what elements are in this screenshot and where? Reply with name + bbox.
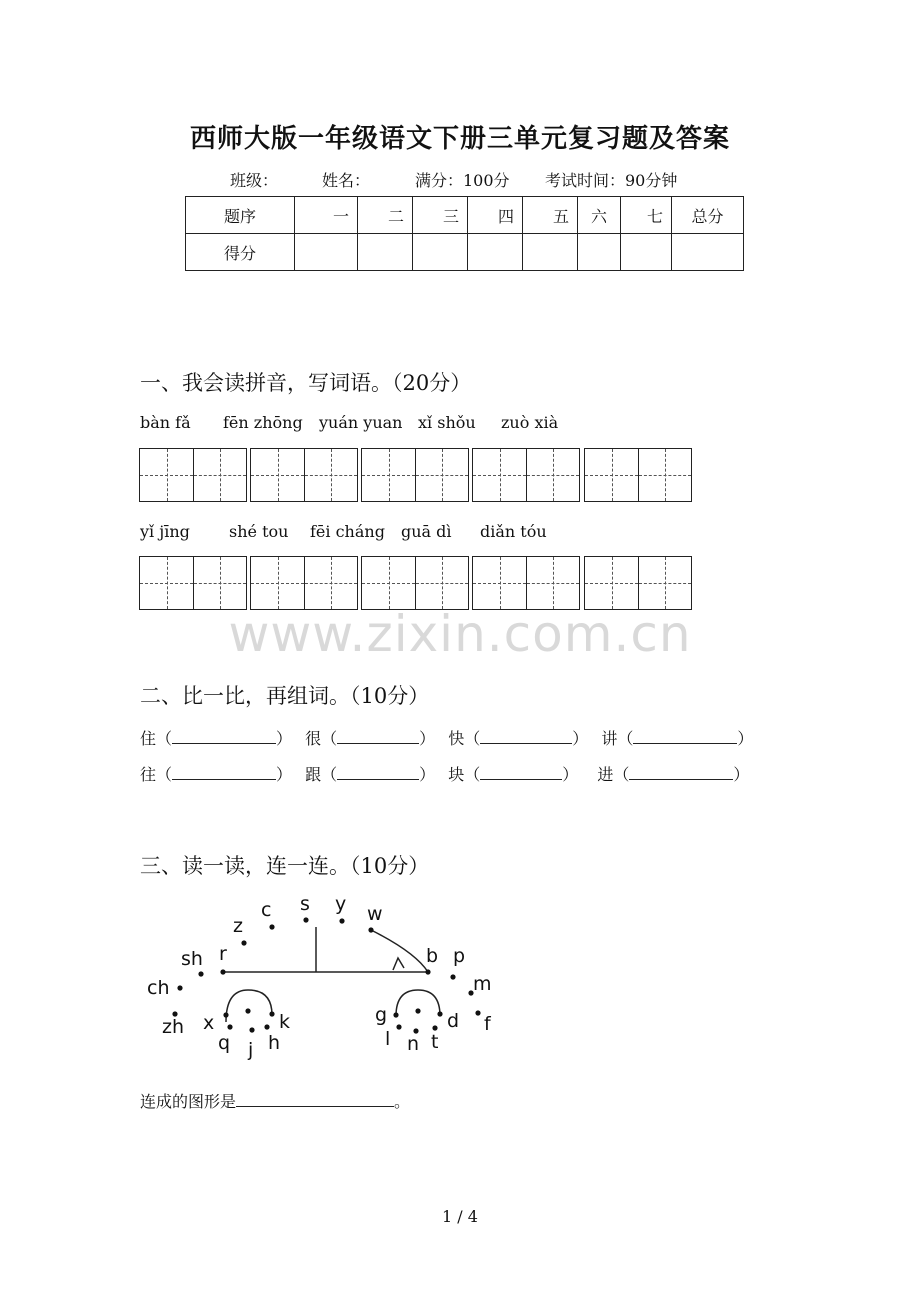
writing-grid[interactable] xyxy=(584,448,692,502)
answer-line xyxy=(140,1089,410,1112)
page-title: 西师大版一年级语文下册三单元复习题及答案 xyxy=(189,124,730,154)
pinyin: yuán yuan xyxy=(319,413,403,432)
paren: ） xyxy=(733,765,750,784)
letter-label: b xyxy=(426,945,439,967)
answer-blank[interactable] xyxy=(236,1092,394,1107)
char-prompt: 跟（ xyxy=(305,765,338,784)
answer-blank[interactable] xyxy=(633,729,737,744)
wheel-left xyxy=(226,990,272,1022)
letter-label: ch xyxy=(147,977,170,999)
pinyin: yǐ jīng xyxy=(140,522,190,541)
header-cell: 一 xyxy=(295,197,358,234)
char-prompt: 快（ xyxy=(448,729,481,748)
letter-label: j xyxy=(248,1039,254,1061)
class-field: 班级： xyxy=(230,171,279,190)
score-cell[interactable] xyxy=(672,234,744,271)
letter-label: zh xyxy=(162,1016,185,1038)
score-cell[interactable] xyxy=(621,234,672,271)
header-cell: 七 xyxy=(621,197,672,234)
paren: ） xyxy=(419,765,436,784)
writing-grid[interactable] xyxy=(250,556,358,610)
compare-row xyxy=(140,726,753,749)
letter-label: d xyxy=(447,1010,460,1032)
score-cell[interactable] xyxy=(358,234,413,271)
section3-heading: 三、读一读，连一连。（10分） xyxy=(140,854,430,878)
score-table-header xyxy=(186,197,744,234)
wiper-mark xyxy=(393,958,404,970)
score-cell[interactable] xyxy=(413,234,468,271)
score-cell[interactable] xyxy=(295,234,358,271)
section1-heading: 一、我会读拼音，写词语。（20分） xyxy=(140,371,472,395)
answer-prefix: 连成的图形是 xyxy=(140,1092,237,1111)
name-field: 姓名： xyxy=(322,171,371,190)
section2-heading: 二、比一比，再组词。（10分） xyxy=(140,684,430,708)
paren: ） xyxy=(276,729,293,748)
header-cell: 题序 xyxy=(186,197,295,234)
char-prompt: 往（ xyxy=(140,765,173,784)
letter-label: n xyxy=(407,1033,420,1055)
pinyin: fēn zhōng xyxy=(223,413,303,432)
writing-grid[interactable] xyxy=(139,556,247,610)
letter-label: x xyxy=(203,1012,215,1034)
pinyin: zuò xià xyxy=(501,413,559,432)
full-score: 满分：100分 xyxy=(415,171,510,190)
paren: ） xyxy=(737,729,754,748)
letter-label: sh xyxy=(181,948,203,970)
char-prompt: 进（ xyxy=(597,765,630,784)
score-cell[interactable] xyxy=(468,234,523,271)
letter-label: r xyxy=(219,943,227,965)
letter-label: y xyxy=(335,893,347,915)
letter-label: g xyxy=(375,1004,388,1026)
letter-label: z xyxy=(233,915,243,937)
writing-grid[interactable] xyxy=(361,556,469,610)
answer-suffix: 。 xyxy=(394,1092,411,1111)
letter-label: c xyxy=(261,899,272,921)
page-number: 1 / 4 xyxy=(442,1207,478,1226)
letter-label: t xyxy=(431,1031,439,1053)
pinyin: diǎn tóu xyxy=(480,522,547,541)
compare-row xyxy=(140,762,749,785)
letter-label: f xyxy=(484,1013,491,1035)
row-label: 得分 xyxy=(186,234,295,271)
header-cell: 二 xyxy=(358,197,413,234)
pinyin: guā dì xyxy=(401,522,452,541)
writing-grid[interactable] xyxy=(584,556,692,610)
writing-grid[interactable] xyxy=(361,448,469,502)
header-cell: 四 xyxy=(468,197,523,234)
watermark: www.zixin.com.cn xyxy=(228,605,692,663)
header-cell: 五 xyxy=(523,197,578,234)
letter-label: p xyxy=(453,945,466,967)
pinyin: shé tou xyxy=(229,522,289,541)
pinyin: xǐ shǒu xyxy=(418,413,476,432)
paren: ） xyxy=(572,729,589,748)
header-cell: 三 xyxy=(413,197,468,234)
letter-label: s xyxy=(300,893,310,915)
answer-blank[interactable] xyxy=(629,765,733,780)
score-cell[interactable] xyxy=(523,234,578,271)
paren: ） xyxy=(562,765,579,784)
char-prompt: 讲（ xyxy=(601,729,634,748)
header-cell: 总分 xyxy=(672,197,744,234)
char-prompt: 很（ xyxy=(305,729,338,748)
answer-blank[interactable] xyxy=(480,729,572,744)
score-table xyxy=(185,196,744,271)
letter-label: m xyxy=(473,973,492,995)
connect-dots-figure[interactable] xyxy=(140,890,510,1065)
writing-grid[interactable] xyxy=(472,448,580,502)
letter-label: l xyxy=(385,1028,391,1050)
answer-blank[interactable] xyxy=(337,765,419,780)
answer-blank[interactable] xyxy=(172,729,276,744)
pinyin: bàn fǎ xyxy=(140,413,191,432)
answer-blank[interactable] xyxy=(480,765,562,780)
letter-label: q xyxy=(218,1032,231,1054)
score-cell[interactable] xyxy=(578,234,621,271)
writing-grid[interactable] xyxy=(139,448,247,502)
writing-grid[interactable] xyxy=(472,556,580,610)
letter-label: k xyxy=(279,1011,291,1033)
letter-label: w xyxy=(367,903,383,925)
score-table-row xyxy=(186,234,744,271)
header-cell: 六 xyxy=(578,197,621,234)
paren: ） xyxy=(276,765,293,784)
windshield-arc xyxy=(371,930,428,972)
char-prompt: 住（ xyxy=(140,729,173,748)
answer-blank[interactable] xyxy=(337,729,419,744)
writing-grid[interactable] xyxy=(250,448,358,502)
pinyin: fēi cháng xyxy=(310,522,385,541)
exam-time: 考试时间：90分钟 xyxy=(545,171,678,190)
char-prompt: 块（ xyxy=(448,765,481,784)
answer-blank[interactable] xyxy=(172,765,276,780)
paren: ） xyxy=(419,729,436,748)
letter-label: h xyxy=(268,1032,281,1054)
